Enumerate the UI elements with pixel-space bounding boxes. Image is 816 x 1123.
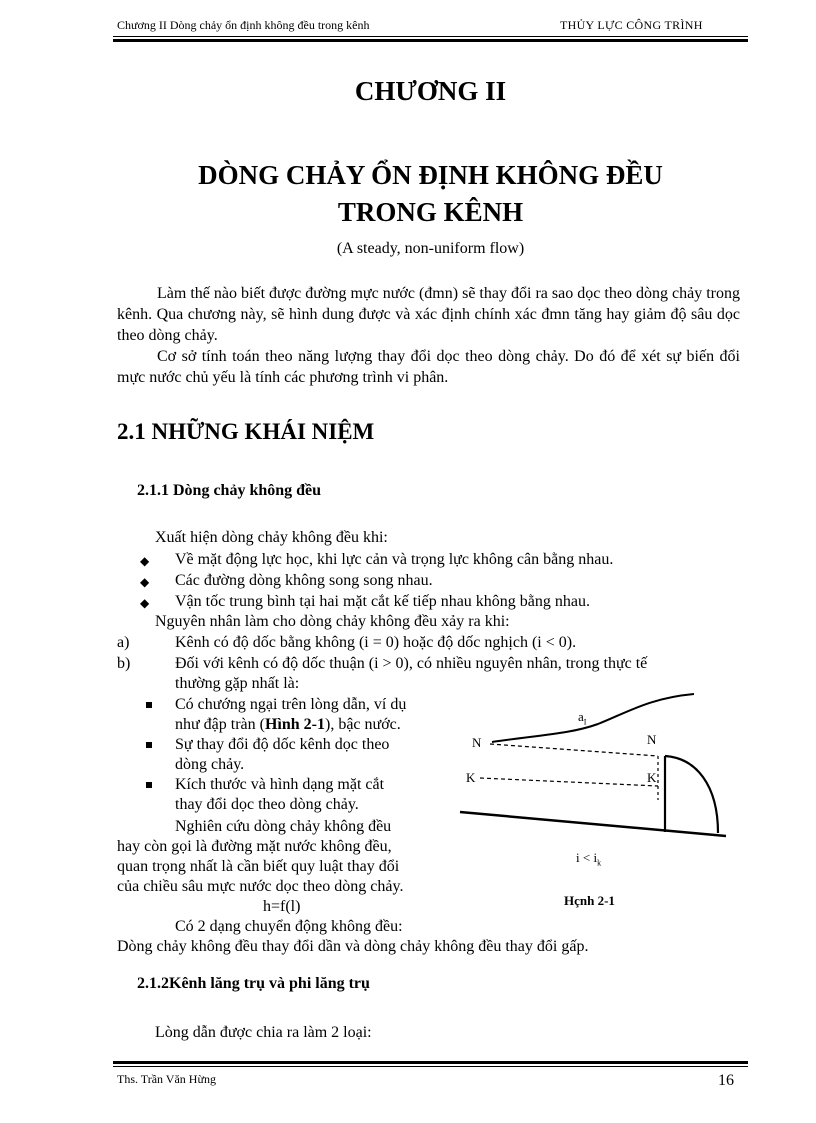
bullet-item-1: Về mặt động lực học, khi lực cản và trọng lực không cân bằng nhau.	[175, 551, 614, 568]
footer-author: Ths. Trần Văn Hừng	[117, 1072, 216, 1086]
sub-item-2-line-1: Sự thay đổi độ dốc kênh dọc theo	[175, 736, 390, 753]
channel-types-lead: Lòng dẫn được chia ra làm 2 loại:	[155, 1024, 372, 1041]
item-a-marker: a)	[117, 634, 130, 651]
critical-depth-line	[480, 778, 658, 786]
channel-bed-line	[460, 812, 726, 836]
section-heading-2-1-2: 2.1.2Kênh lăng trụ và phi lăng trụ	[137, 975, 370, 992]
item-a-text: Kênh có độ dốc bằng không (i = 0) hoặc độ dốc nghịch (i < 0).	[175, 634, 577, 651]
item-b-line-1: Đối với kênh có độ dốc thuận (i > 0), có nhiều nguyên nhân, trong thực tế	[175, 655, 648, 672]
running-header-right: THỦY LỰC CÔNG TRÌNH	[560, 18, 703, 32]
square-bullet-icon	[146, 702, 152, 708]
nonuniform-lead: Xuất hiện dòng chảy không đều khi:	[155, 529, 388, 546]
types-line-2: Dòng chảy không đều thay đổi dần và dòng chảy không đều thay đổi gấp.	[117, 938, 589, 955]
chapter-title-line1: DÒNG CHẢY ỔN ĐỊNH KHÔNG ĐỀU	[198, 160, 663, 190]
square-bullet-icon	[146, 782, 152, 788]
figure-label-k-right: K	[647, 770, 657, 785]
figure-caption: Hçnh 2-1	[564, 893, 615, 908]
study-line-3: quan trọng nhất là cần biết quy luật thay đổi	[117, 858, 400, 875]
item-b-line-2: thường gặp nhất là:	[175, 675, 300, 692]
figure-label-a: $a_I$	[578, 709, 587, 727]
sub-item-1-line-2: như đập tràn (Hình 2-1), bậc nước.	[175, 716, 401, 733]
water-surface-curve	[492, 694, 694, 742]
diamond-bullet-icon: ◆	[140, 575, 150, 589]
bullet-item-2: Các đường dòng không song song nhau.	[175, 572, 433, 589]
section-heading-2-1-1: 2.1.1 Dòng chảy không đều	[137, 482, 322, 499]
diamond-bullet-icon: ◆	[140, 554, 150, 568]
normal-depth-line	[490, 744, 658, 756]
depth-formula: h=f(l)	[263, 898, 301, 915]
sub-item-3-line-1: Kích thước và hình dạng mặt cắt	[175, 776, 385, 793]
intro-paragraph-1: Làm thế nào biết được đường mực nước (đmn) sẽ thay đổi ra sao dọc theo dòng chảy trong kênh. Qua chương này, sẽ hình dung được và xác định chính xác đmn tăng hay giảm độ sâu dọc theo dòng chảy.	[117, 285, 740, 344]
sub-item-3-line-2: thay đổi dọc theo dòng chảy.	[175, 796, 359, 813]
cause-lead: Nguyên nhân làm cho dòng chảy không đều xảy ra khi:	[155, 613, 510, 630]
figure-label-n-right: N	[647, 732, 657, 747]
diamond-bullet-icon: ◆	[140, 596, 150, 610]
study-line-4: của chiều sâu mực nước dọc theo dòng chảy.	[117, 878, 404, 895]
types-line-1: Có 2 dạng chuyển động không đều:	[175, 918, 403, 935]
chapter-label: CHƯƠNG II	[354, 76, 507, 106]
section-heading-2-1: 2.1 NHỮNG KHÁI NIỆM	[117, 419, 375, 444]
study-line-2: hay còn gọi là đường mặt nước không đều,	[117, 838, 392, 855]
chapter-subtitle: (A steady, non-uniform flow)	[336, 240, 525, 257]
dam-crest-curve	[665, 756, 718, 833]
header-rule-thick	[113, 39, 748, 42]
running-header-left: Chương II Dòng chảy ổn định không đều trong kênh	[117, 18, 370, 32]
study-line-1: Nghiên cứu dòng chảy không đều	[175, 818, 392, 835]
page-number: 16	[718, 1072, 734, 1089]
figure-2-1-diagram	[450, 690, 730, 920]
header-rule-thin	[113, 36, 748, 37]
sub-item-2-line-2: dòng chảy.	[175, 756, 245, 773]
figure-label-k-left: K	[466, 770, 476, 785]
item-b-marker: b)	[117, 655, 131, 672]
intro-paragraph-2: Cơ sở tính toán theo năng lượng thay đổi dọc theo dòng chảy. Do đó để xét sự biến đổi mực nước chủ yếu là tính các phương trình vi phân.	[117, 348, 740, 386]
square-bullet-icon	[146, 742, 152, 748]
figure-label-slope: $i < i_k$	[576, 850, 602, 868]
footer-rule-thin	[113, 1066, 748, 1067]
footer-rule-thick	[113, 1061, 748, 1064]
sub-item-1-line-1: Có chướng ngại trên lòng dẫn, ví dụ	[175, 696, 407, 713]
chapter-title-line2: TRONG KÊNH	[337, 197, 524, 227]
bullet-item-3: Vận tốc trung bình tại hai mặt cắt kế tiếp nhau không bằng nhau.	[175, 593, 590, 610]
figure-label-n-left: N	[472, 735, 482, 750]
